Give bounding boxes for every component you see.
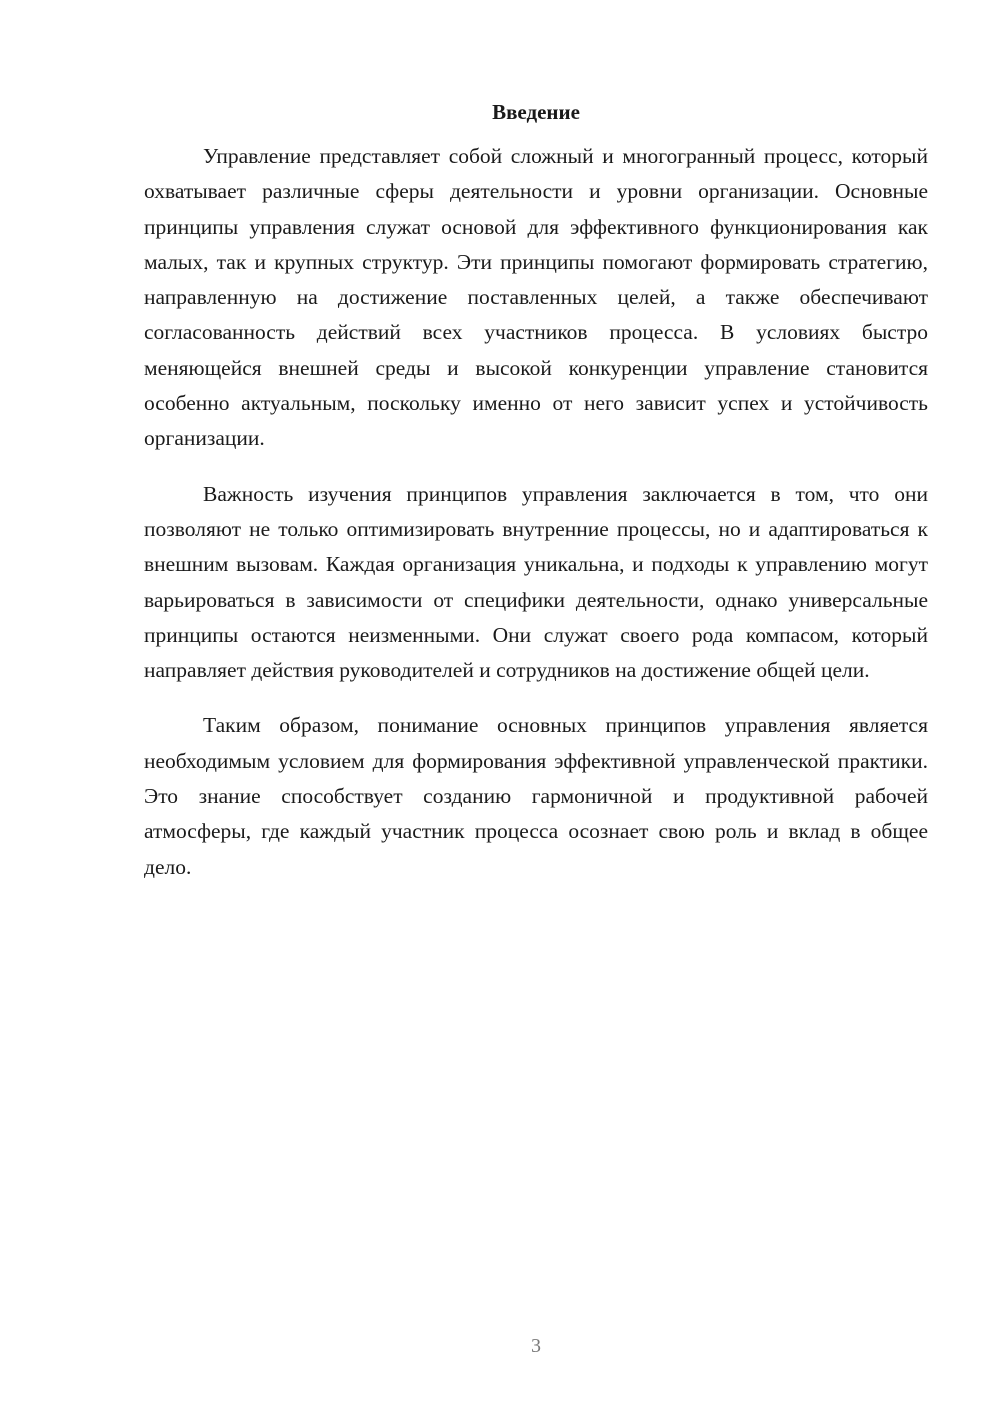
paragraph-3: Таким образом, понимание основных принципов управления является необходимым условием для формирования эффективной управленческой практики. Это знание способствует созданию гармоничной и продуктивной рабочей атмосферы, где каждый участник процесса осознает свою роль и вклад в общее дело.: [144, 713, 928, 879]
section-title: Введение: [492, 100, 580, 124]
paragraph-2: Важность изучения принципов управления заключается в том, что они позволяют не только оптимизировать внутренние процессы, но и адаптироваться к внешним вызовам. Каждая организация уникальна, и подходы к управлению могут варьироваться в зависимости от специфики деятельности, однако универсальные принципы остаются неизменными. Они служат своего рода компасом, который направляет действия руководителей и сотрудников на достижение общей цели.: [144, 481, 928, 683]
page-number: 3: [531, 1335, 541, 1357]
document-body: [144, 96, 928, 885]
paragraph-1: Управление представляет собой сложный и многогранный процесс, который охватывает различные сферы деятельности и уровни организации. Основные принципы управления служат основой для эффективного функционирования как малых, так и крупных структур. Эти принципы помогают формировать стратегию, направленную на достижение поставленных целей, а также обеспечивают согласованность действий всех участников процесса. В условиях быстро меняющейся внешней среды и высокой конкуренции управление становится особенно актуальным, поскольку именно от него зависит успех и устойчивость организации.: [144, 144, 928, 451]
